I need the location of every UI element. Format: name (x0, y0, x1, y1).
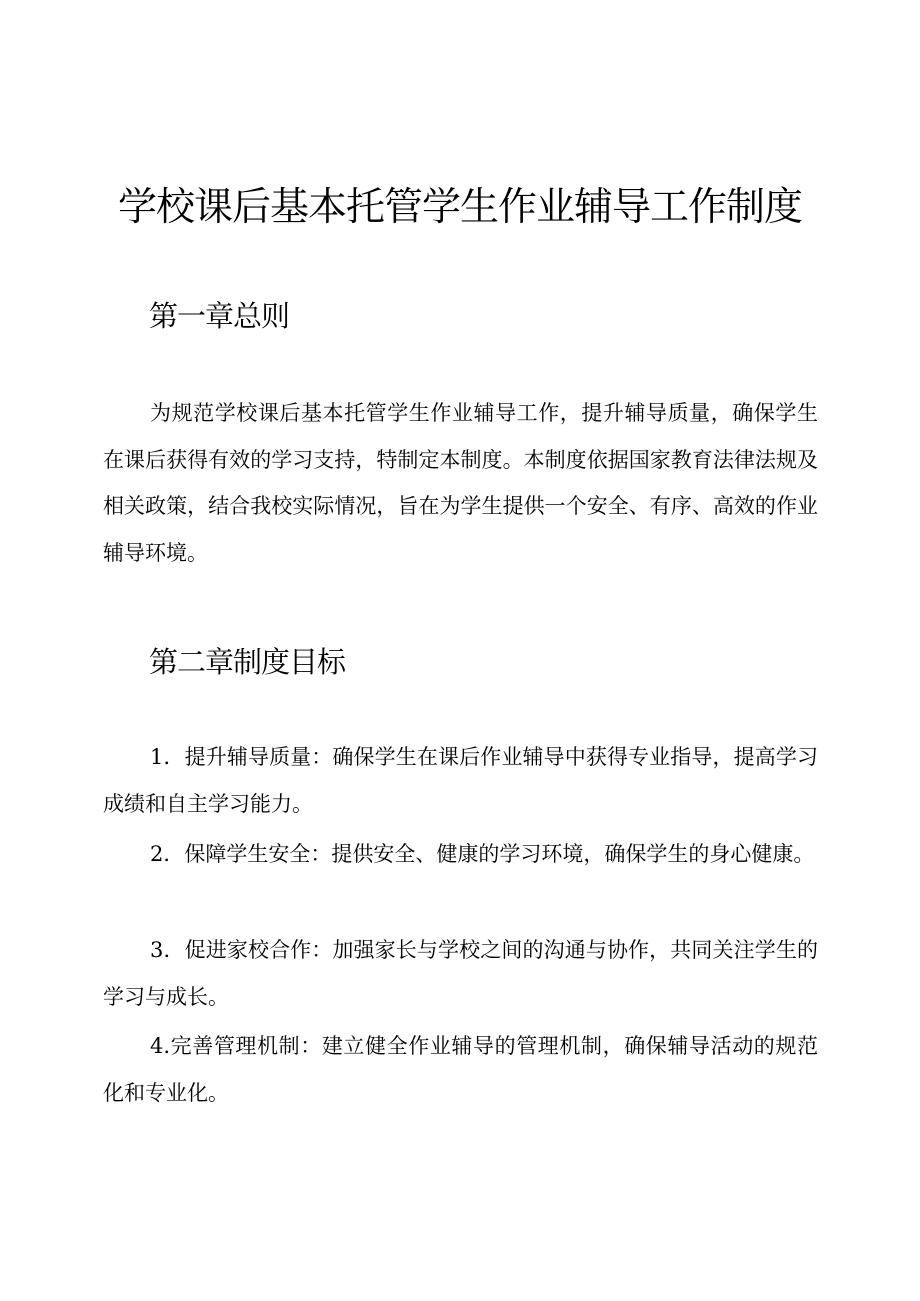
chapter-1-paragraph: 为规范学校课后基本托管学生作业辅导工作，提升辅导质量，确保学生在课后获得有效的学习支持，特制定本制度。本制度依据国家教育法律法规及相关政策，结合我校实际情况，旨在为学生提供一个安全、有序、高效的作业辅导环境。 (103, 401, 818, 565)
goal-item-3: 3．促进家校合作：加强家长与学校之间的沟通与协作，共同关注学生的学习与成长。 (103, 938, 818, 1009)
goal-item-4: 4.完善管理机制：建立健全作业辅导的管理机制，确保辅导活动的规范化和专业化。 (103, 1034, 818, 1105)
chapter-2-heading: 第二章制度目标 (149, 645, 346, 679)
goal-item-2: 2．保障学生安全：提供安全、健康的学习环境，确保学生的身心健康。 (150, 842, 815, 866)
document-title: 学校课后基本托管学生作业辅导工作制度 (117, 185, 802, 230)
goal-item-1: 1．提升辅导质量：确保学生在课后作业辅导中获得专业指导，提高学习成绩和自主学习能力。 (103, 745, 818, 816)
chapter-1-heading: 第一章总则 (149, 299, 290, 333)
